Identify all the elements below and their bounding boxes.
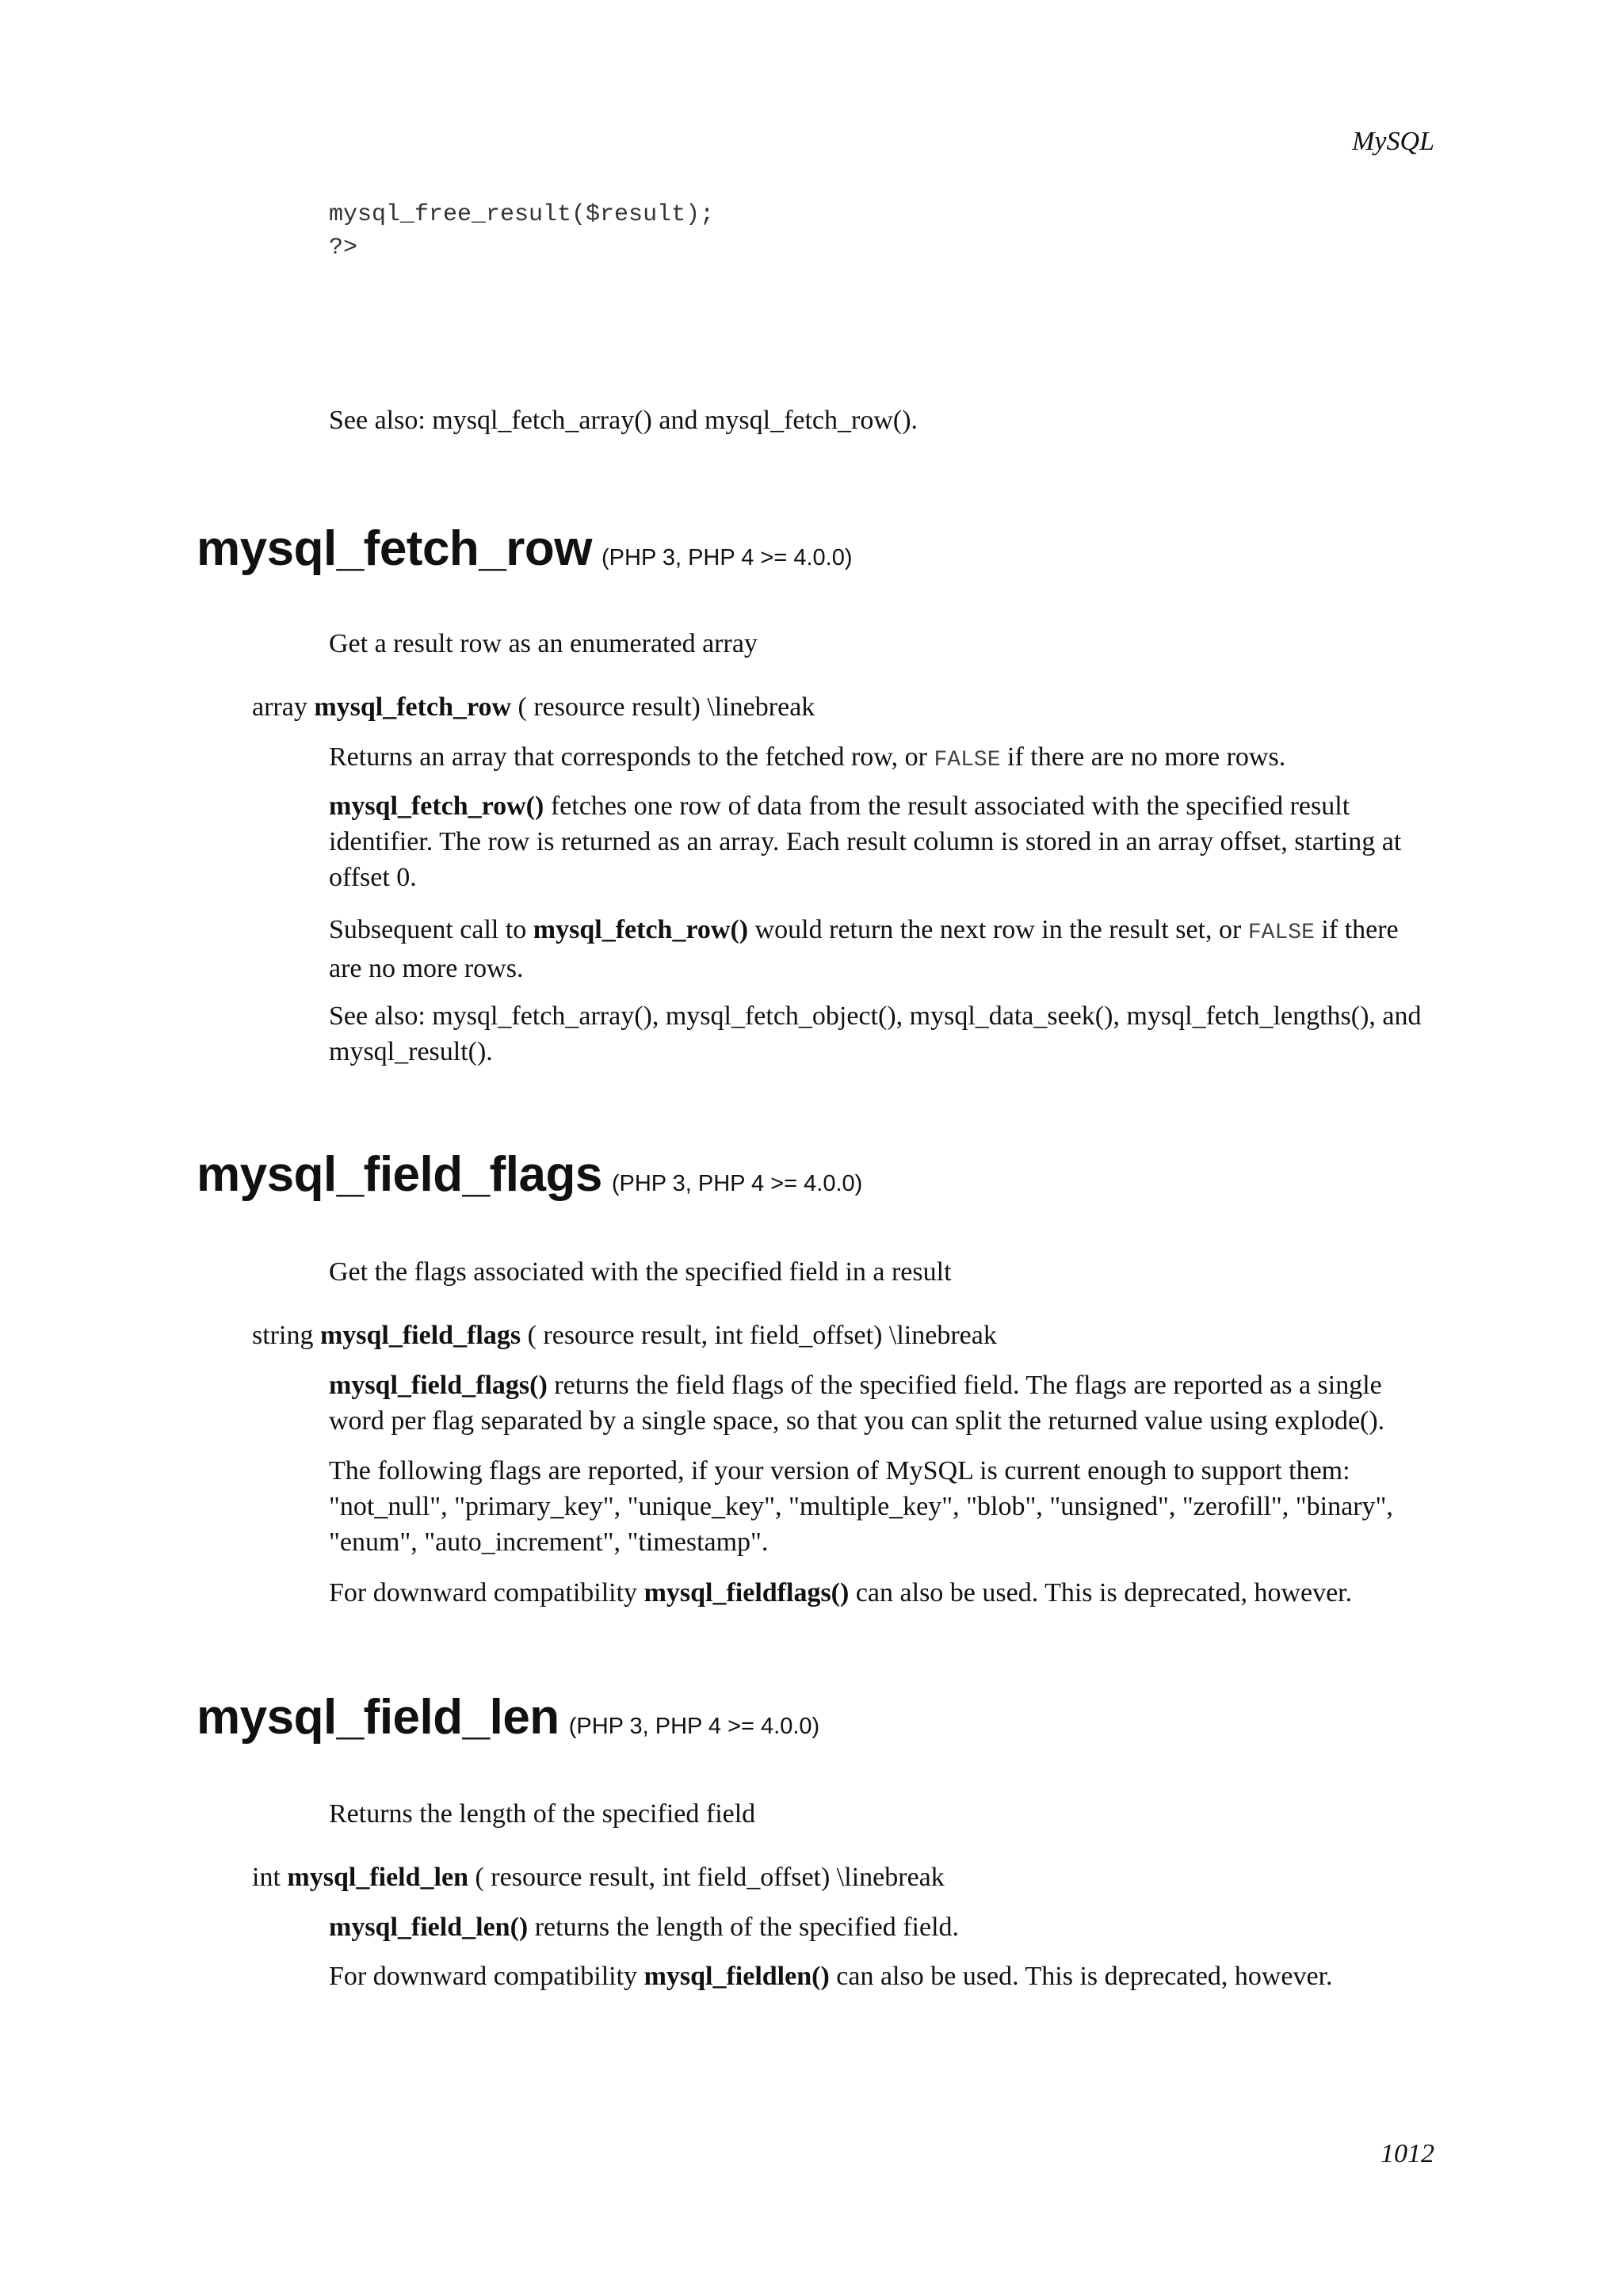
flags-list-paragraph: The following flags are reported, if your version of MySQL is current enough to support them: "not_null", "primary_key", "unique_key", "multiple_key", "blob", "unsigned", "zerofill", "binary", "enum", "auto_increment", "timestamp". xyxy=(329,1456,1393,1557)
text-segment: fetches one row of data from the result associated with the specified result identifier. The row is returned as an array. Each result column is stored in an array offset, starting at offset 0. xyxy=(329,791,1402,892)
text-segment: if there are no more rows. xyxy=(1007,742,1286,772)
function-reference: mysql_field_flags() xyxy=(329,1371,548,1400)
description-paragraph xyxy=(329,1909,1434,1945)
text-segment: if there are no more rows. xyxy=(329,915,1399,983)
function-prototype xyxy=(252,1859,945,1895)
description-paragraph xyxy=(329,739,1434,778)
function-prototype xyxy=(252,1318,997,1353)
text-segment: can also be used. This is deprecated, however. xyxy=(855,1578,1353,1608)
code-block xyxy=(329,198,714,265)
function-reference: mysql_fieldlen() xyxy=(643,1962,830,1991)
text-segment: can also be used. This is deprecated, however. xyxy=(836,1962,1333,1991)
version-note: (PHP 3, PHP 4 >= 4.0.0) xyxy=(568,1714,820,1739)
text-segment: For downward compatibility xyxy=(329,1578,638,1608)
function-name: mysql_field_flags xyxy=(197,1147,602,1202)
section-heading-field-len xyxy=(197,1689,819,1745)
text-segment: returns the length of the specified field. xyxy=(534,1913,960,1942)
section-heading-field-flags xyxy=(197,1146,862,1203)
constant-false: FALSE xyxy=(1247,921,1315,945)
purpose-text: Get a result row as an enumerated array xyxy=(329,629,758,658)
return-type: array xyxy=(252,692,307,722)
text-segment: Returns an array that corresponds to the fetched row, or xyxy=(329,742,927,772)
purpose-text: Get the flags associated with the specified field in a result xyxy=(329,1257,952,1287)
section-heading-fetch-row xyxy=(197,521,853,577)
version-note: (PHP 3, PHP 4 >= 4.0.0) xyxy=(601,545,853,570)
text-segment: would return the next row in the result set, or xyxy=(754,915,1242,944)
description-paragraph xyxy=(329,1958,1434,1994)
prototype-function-name: mysql_field_flags xyxy=(319,1321,521,1350)
version-note: (PHP 3, PHP 4 >= 4.0.0) xyxy=(611,1171,863,1196)
text-segment: returns the field flags of the specified field. The flags are reported as a single word per flag separated by a single space, so that you can split the returned value using explode(). xyxy=(329,1371,1385,1436)
purpose-text: Returns the length of the specified field xyxy=(329,1799,756,1829)
description-paragraph xyxy=(329,1575,1434,1611)
prototype-args: ( resource result, int field_offset) \linebreak xyxy=(527,1321,997,1350)
prototype-args: ( resource result) \linebreak xyxy=(517,692,815,722)
function-reference: mysql_fieldflags() xyxy=(643,1578,850,1608)
description-paragraph xyxy=(329,1367,1434,1439)
function-name: mysql_fetch_row xyxy=(197,521,593,576)
text-segment: Subsequent call to xyxy=(329,915,527,944)
function-prototype xyxy=(252,689,815,725)
return-type: int xyxy=(252,1863,281,1892)
function-reference: mysql_field_len() xyxy=(329,1913,529,1942)
see-also-paragraph: See also: mysql_fetch_array() and mysql_fetch_row(). xyxy=(329,406,918,435)
page-number: 1012 xyxy=(1381,2139,1434,2168)
description-paragraph xyxy=(329,788,1434,895)
running-header: MySQL xyxy=(1352,127,1434,156)
text-segment: For downward compatibility xyxy=(329,1962,638,1991)
see-also-paragraph: See also: mysql_fetch_array(), mysql_fetch_object(), mysql_data_seek(), mysql_fetch_lengths(), and mysql_result(). xyxy=(329,1001,1422,1066)
prototype-args: ( resource result, int field_offset) \linebreak xyxy=(475,1863,945,1892)
prototype-function-name: mysql_fetch_row xyxy=(314,692,512,722)
constant-false: FALSE xyxy=(934,748,1001,772)
return-type: string xyxy=(252,1321,314,1350)
function-name: mysql_field_len xyxy=(197,1690,559,1745)
function-reference: mysql_fetch_row() xyxy=(329,791,544,821)
code-line: ?> xyxy=(329,235,358,261)
function-reference: mysql_fetch_row() xyxy=(533,915,749,944)
code-line: mysql_free_result($result); xyxy=(329,201,715,228)
prototype-function-name: mysql_field_len xyxy=(287,1863,468,1892)
description-paragraph xyxy=(329,912,1434,986)
